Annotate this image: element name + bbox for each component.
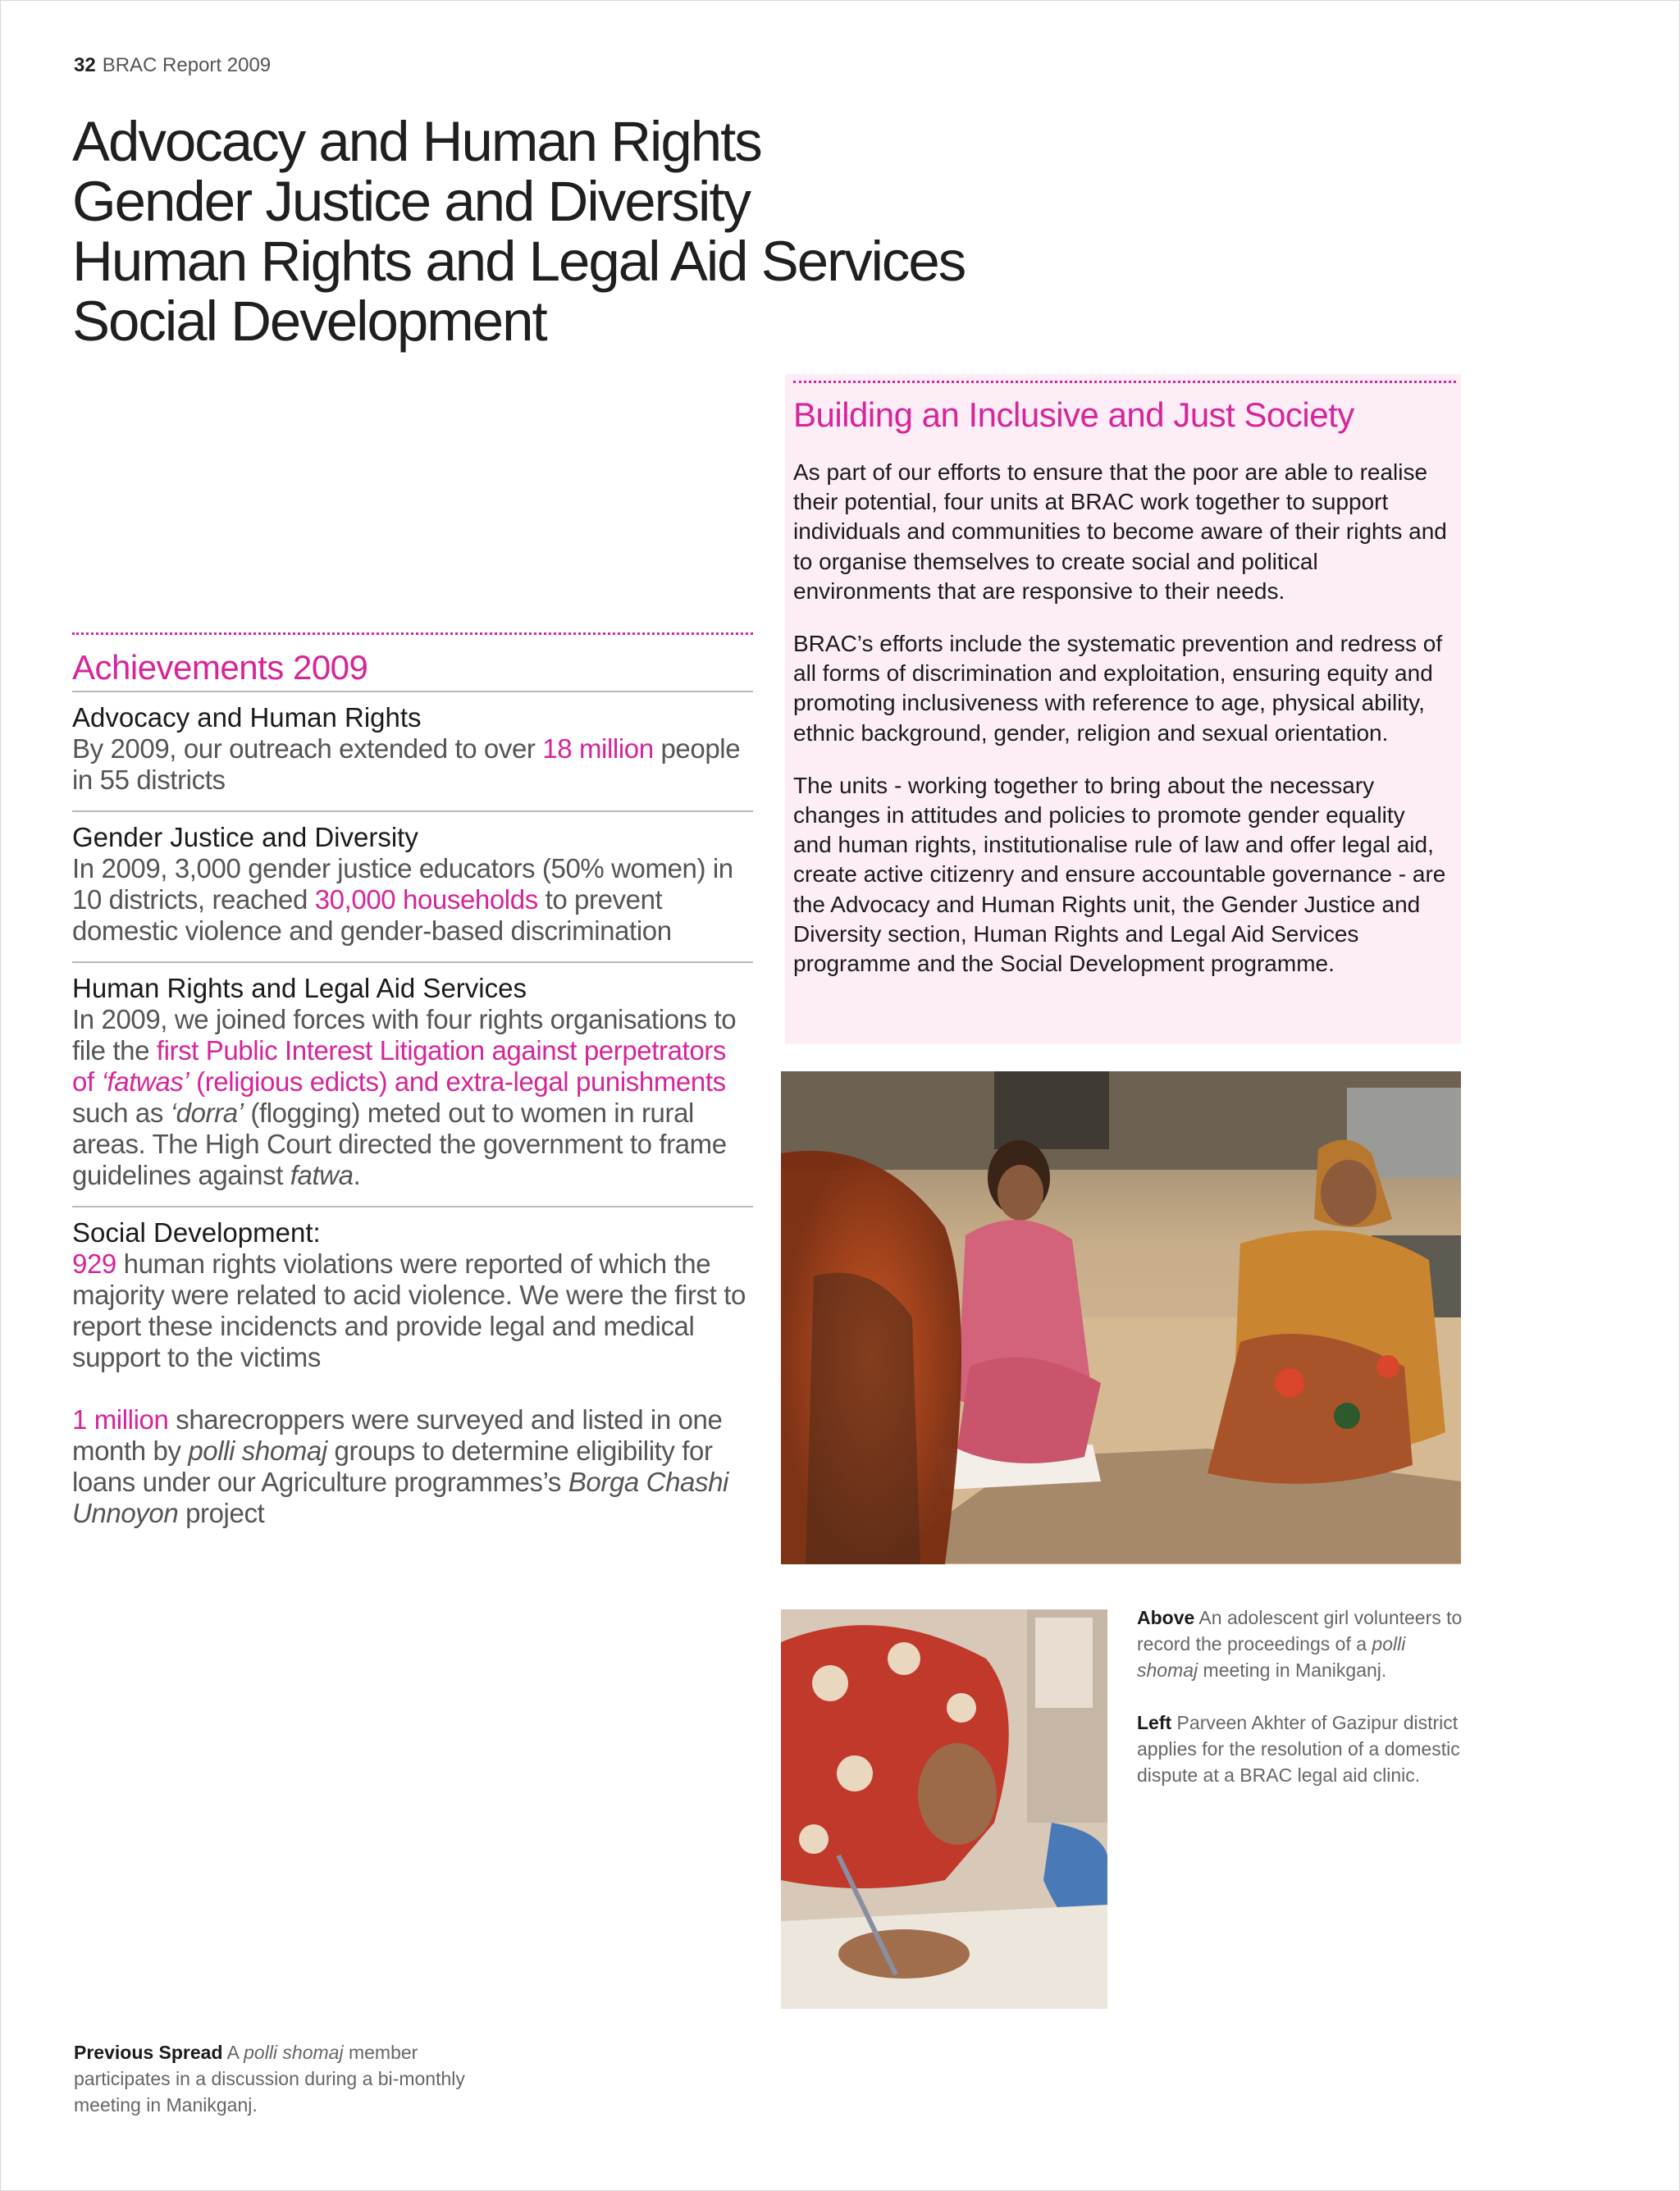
text-run: . [353,1160,361,1190]
intro-panel [785,374,1461,1044]
achievement-heading: Social Development: [72,1217,321,1248]
caption-italic: polli shomaj [1137,1633,1406,1681]
caption-left [1137,1709,1465,1788]
caption-label: Left [1137,1712,1172,1733]
achievement-advocacy [72,691,753,810]
text-run: project [178,1498,265,1528]
text-run: groups to determine eligibility for loans under our Agriculture programmes’s [72,1436,713,1497]
achievements-dotted-rule [72,632,753,635]
previous-spread-caption [74,2039,500,2118]
achievements-section [72,632,753,1544]
text-run: such as [72,1098,171,1128]
achievements-title: Achievements 2009 [72,648,368,687]
caption-label: Above [1137,1607,1195,1628]
achievement-text [72,1248,753,1373]
caption-text: meeting in Manikganj. [1198,1659,1387,1681]
panel-title: Building an Inclusive and Just Society [793,395,1354,434]
text-run: In 2009, we joined forces with four rights organisations to file the [72,1004,737,1066]
title-line-3: Human Rights and Legal Aid Services [72,230,966,293]
page-number: 32 [74,54,96,76]
photo-captions [1137,1604,1465,1814]
text-run: to prevent domestic violence and gender-based discrimination [72,884,672,946]
woman-writing-photo [781,1609,1107,2009]
achievement-text [72,853,753,947]
title-line-2: Gender Justice and Diversity [72,170,751,233]
caption-italic: polli shomaj [244,2042,344,2063]
italic-term: fatwa [290,1160,354,1190]
panel-paragraph-3: The units - working together to bring about the necessary changes in attitudes and policies to promote gender equality and human rights, institutionalise rule of law and offer legal aid, create active citizenry and ensure accountable governance - are the Advocacy and Human Rights unit, the Gender Justice and Diversity section, Human Rights and Legal Aid Services programme and the Social Development programme. [793,772,1446,977]
woman-writing-illustration [781,1609,1107,2009]
achievement-gender [72,810,753,961]
caption-text: member participates in a discussion during a bi-monthly meeting in Manikganj. [74,2042,465,2116]
caption-label: Previous Spread [74,2042,223,2063]
italic-term: Borga Chashi Unnoyon [72,1467,728,1528]
achievement-heading: Human Rights and Legal Aid Services [72,973,527,1003]
title-line-1: Advocacy and Human Rights [72,110,761,173]
highlight-figure: 929 [72,1248,116,1279]
achievement-heading: Gender Justice and Diversity [72,822,418,852]
text-run: sharecroppers were surveyed and listed in one month by [72,1404,723,1466]
highlight-figure: 1 million [72,1404,169,1435]
caption-above [1137,1604,1465,1683]
achievement-legal-aid [72,961,753,1206]
title-line-4: Social Development [72,290,546,353]
text-run: In 2009, 3,000 gender justice educators (50% women) in 10 districts, reached [72,853,733,915]
highlight-text: (religious edicts) and extra-legal punishments [189,1066,726,1097]
women-meeting-photo [781,1071,1461,1564]
women-meeting-illustration [781,1071,1461,1564]
panel-dotted-rule [793,381,1456,383]
caption-text: A [222,2042,244,2063]
panel-paragraph-1: As part of our efforts to ensure that the poor are able to realise their potential, four units at BRAC work together to support individuals and communities to become aware of their rights and to organise themselves to create social and political environments that are responsive to their needs. [793,459,1447,604]
achievement-text [72,733,753,796]
panel-paragraph-2: BRAC’s efforts include the systematic prevention and redress of all forms of discrimination and exploitation, ensuring equity and promoting inclusiveness with reference to age, physical ability, ethnic background, gender, religion and sexual orientation. [793,631,1443,746]
page-title [72,112,1057,351]
highlight-figure: 30,000 households [314,884,538,915]
text-run: human rights violations were reported of which the majority were related to acid violence. We were the first to report these incidencts and provide legal and medical support to the victims [72,1248,746,1372]
text-run: people in 55 districts [72,733,741,795]
achievement-text [72,1404,753,1529]
panel-text [793,458,1449,1002]
italic-term: polli shomaj [188,1436,327,1466]
highlight-text-italic: ‘fatwas’ [101,1066,189,1097]
achievement-social-development [72,1206,753,1544]
report-title: BRAC Report 2009 [102,54,272,76]
italic-term: ‘dorra’ [170,1098,244,1128]
achievement-heading: Advocacy and Human Rights [72,702,422,733]
achievement-text [72,1004,753,1191]
text-run: (flogging) meted out to women in rural areas. The High Court directed the government to frame guidelines against [72,1098,727,1190]
text-run: By 2009, our outreach extended to over [72,733,543,764]
caption-text: Parveen Akhter of Gazipur district applies for the resolution of a domestic dispute at a BRAC legal aid clinic. [1137,1712,1460,1786]
caption-text: An adolescent girl volunteers to record the proceedings of a [1137,1607,1463,1655]
highlight-text: first Public Interest Litigation against perpetrators of [72,1035,726,1097]
page-header [74,54,271,77]
highlight-figure: 18 million [542,733,654,764]
